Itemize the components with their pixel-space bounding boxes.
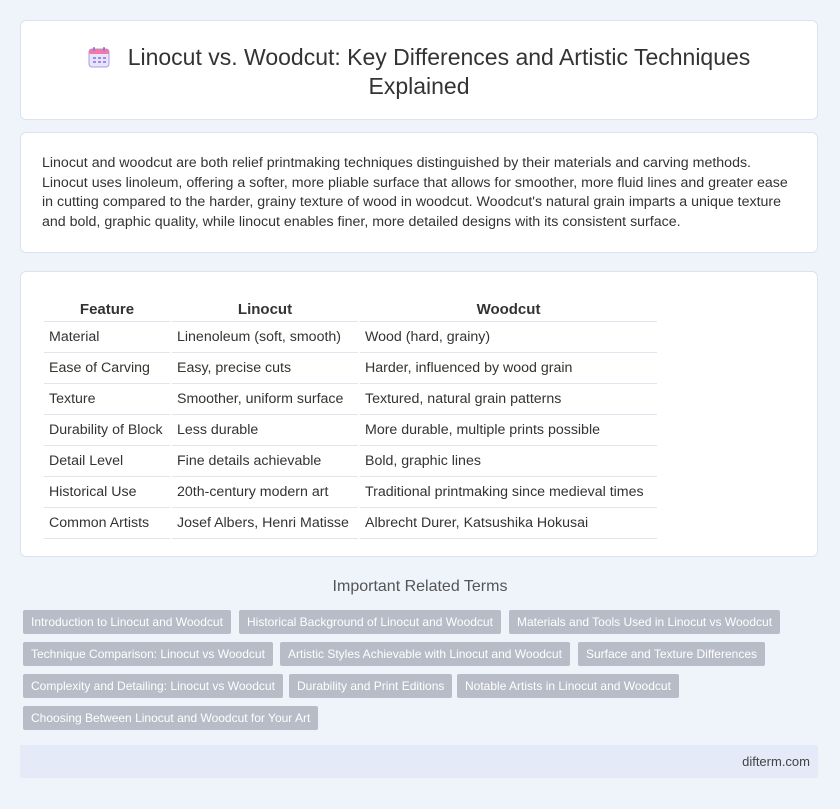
page-title [21,43,817,101]
table-cell: Harder, influenced by wood grain [360,353,657,384]
summary-text: Linocut and woodcut are both relief printmaking techniques distinguished by their materials and carving methods. Linocut uses linoleum, offering a softer, more pliable surface that allows for smoother, more fluid lines and greater ease in cutting compared to the harder, grainy texture of wood in woodcut. Woodcut's natural grain imparts a unique texture and bold, graphic quality, while linocut enables finer, more detailed designs with its consistent surface. [42,155,788,230]
column-header-feature: Feature [44,294,170,322]
page-title-line-2: Explained [368,73,470,99]
table-cell: Fine details achievable [172,446,358,477]
table-cell: Textured, natural grain patterns [360,384,657,415]
related-term-tag[interactable]: Historical Background of Linocut and Woodcut [239,610,501,634]
related-term-tag[interactable]: Artistic Styles Achievable with Linocut and Woodcut [280,642,570,666]
table-cell: Easy, precise cuts [172,353,358,384]
table-cell: Historical Use [44,477,170,508]
table-header-row [44,294,657,322]
related-term-tag[interactable]: Complexity and Detailing: Linocut vs Woodcut [23,674,283,698]
calendar-icon [88,46,110,68]
related-term-tag[interactable]: Surface and Texture Differences [578,642,765,666]
table-cell: Albrecht Durer, Katsushika Hokusai [360,508,657,539]
table-row [44,353,657,384]
table-row [44,384,657,415]
footer-site-link[interactable]: difterm.com [742,754,810,769]
header-card [20,20,818,120]
related-term-tag[interactable]: Notable Artists in Linocut and Woodcut [457,674,679,698]
table-cell: Texture [44,384,170,415]
related-term-tag[interactable]: Introduction to Linocut and Woodcut [23,610,231,634]
footer [20,745,818,778]
table-cell: Material [44,322,170,353]
table-row [44,508,657,539]
table-cell: More durable, multiple prints possible [360,415,657,446]
table-cell: Bold, graphic lines [360,446,657,477]
table-cell: Josef Albers, Henri Matisse [172,508,358,539]
column-header-linocut: Linocut [172,294,358,322]
related-term-tag[interactable]: Durability and Print Editions [289,674,452,698]
table-row [44,322,657,353]
table-cell: Ease of Carving [44,353,170,384]
related-terms-title: Important Related Terms [332,578,508,595]
table-cell: Less durable [172,415,358,446]
table-cell: Durability of Block [44,415,170,446]
table-cell: Traditional printmaking since medieval times [360,477,657,508]
related-term-tag[interactable]: Technique Comparison: Linocut vs Woodcut [23,642,273,666]
table-cell: Detail Level [44,446,170,477]
comparison-card [20,271,818,557]
page-title-line-1: Linocut vs. Woodcut: Key Differences and Artistic Techniques [127,44,751,70]
related-term-tag[interactable]: Choosing Between Linocut and Woodcut for Your Art [23,706,318,730]
related-term-tag[interactable]: Materials and Tools Used in Linocut vs Woodcut [509,610,780,634]
table-cell: Wood (hard, grainy) [360,322,657,353]
table-cell: 20th-century modern art [172,477,358,508]
table-cell: Smoother, uniform surface [172,384,358,415]
comparison-table [42,294,659,539]
table-row [44,415,657,446]
table-row [44,446,657,477]
table-cell: Linenoleum (soft, smooth) [172,322,358,353]
summary-card [20,132,818,253]
table-row [44,477,657,508]
column-header-woodcut: Woodcut [360,294,657,322]
table-cell: Common Artists [44,508,170,539]
